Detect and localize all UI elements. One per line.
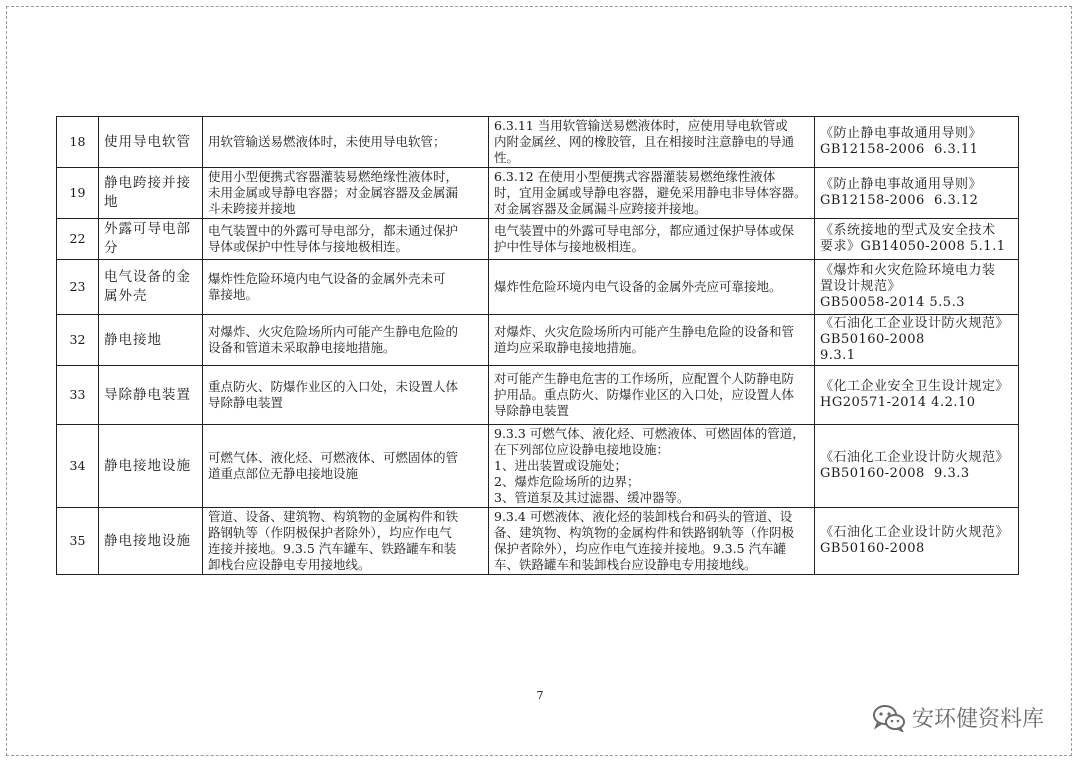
table-row [57,366,1019,425]
cell-number: 22 [57,219,99,260]
table-row [57,260,1019,315]
cell-requirement-line: 车、铁路罐车和装卸栈台应设静电专用接地线。 [494,557,757,572]
cell-requirement-line: 道均应采取静电接地措施。 [494,340,645,355]
cell-item-line: 分 [104,240,119,256]
cell-problem-line: 连接并接地。9.3.5 汽车罐车、铁路罐车和装 [208,541,457,556]
wechat-icon [872,704,906,732]
cell-item-line: 电气设备的金 [104,269,191,285]
table-row [57,425,1019,508]
cell-requirement [489,508,815,575]
cell-requirement-line: 性。 [494,150,520,165]
cell-requirement-line: 爆炸性危险环境内电气设备的金属外壳应可靠接地。 [494,279,782,294]
table-row [57,315,1019,366]
cell-problem-line: 可燃气体、液化烃、可燃液体、可燃固体的管 [208,450,459,465]
cell-item [99,219,203,260]
cell-requirement-line: 9.3.3 可燃气体、液化烃、可燃液体、可燃固体的管道， [494,426,805,441]
cell-problem-line: 导体或保护中性导体与接地极相连。 [208,239,409,254]
cell-basis-line: 要求》GB14050-2008 5.1.1 [820,239,1006,254]
cell-problem-line: 卸栈台应设静电专用接地线。 [208,557,371,572]
cell-basis-line: 《石油化工企业设计防火规范》 [820,316,1010,331]
cell-item [99,425,203,508]
cell-item-line: 静电接地设施 [104,457,191,474]
cell-item-line: 导除静电装置 [104,386,191,403]
cell-problem-line: 对爆炸、火灾危险场所内可能产生静电危险的 [208,324,459,339]
cell-requirement-line: 9.3.4 可燃液体、液化烃的装卸栈台和码头的管道、设 [494,509,793,524]
cell-problem [203,117,489,168]
cell-basis [815,168,1019,219]
cell-problem-line: 管道、设备、建筑物、构筑物的金属构件和铁 [208,509,459,524]
cell-basis [815,366,1019,425]
cell-requirement [489,219,815,260]
cell-item [99,315,203,366]
cell-item-line: 静电接地设施 [104,532,191,549]
cell-requirement-line: 备、建筑物、构筑物的金属构件和铁路钢轨等（作阴极 [494,525,795,540]
cell-problem-line: 爆炸性危险环境内电气设备的金属外壳未可 [208,271,446,286]
cell-number: 33 [57,366,99,425]
cell-problem-line: 用软管输送易燃液体时，未使用导电软管； [208,134,446,149]
cell-basis-line: GB50160-2008 [820,541,925,556]
cell-requirement-line: 对金属容器及金属漏斗应跨接并接地。 [494,201,707,216]
cell-requirement [489,366,815,425]
table-row [57,117,1019,168]
cell-requirement-line: 2、爆炸危险场所的边界； [494,474,640,489]
cell-number: 23 [57,260,99,315]
cell-basis [815,219,1019,260]
cell-requirement [489,168,815,219]
cell-problem-line: 路钢轨等（作阴极保护者除外），均应作电气 [208,525,452,540]
cell-requirement-line: 护中性导体与接地极相连。 [494,239,645,254]
cell-problem-line: 重点防火、防爆作业区的入口处，未设置人体 [208,379,459,394]
cell-requirement-line: 时，宜用金属或导静电容器，避免采用静电非导体容器。 [494,185,807,200]
cell-number: 18 [57,117,99,168]
cell-requirement [489,315,815,366]
cell-requirement [489,260,815,315]
cell-problem [203,366,489,425]
cell-item-line: 地 [104,194,119,210]
cell-item [99,117,203,168]
cell-problem-line: 未用金属或导静电容器；对金属容器及金属漏 [208,185,459,200]
cell-problem-line: 道重点部位无静电接地设施 [208,466,359,481]
cell-number: 35 [57,508,99,575]
cell-problem-line: 电气装置中的外露可导电部分，都未通过保护 [208,223,459,238]
cell-requirement-line: 6.3.11 当用软管输送易燃液体时，应使用导电软管或 [494,118,788,133]
cell-number: 34 [57,425,99,508]
cell-problem-line: 导除静电装置 [208,395,284,410]
cell-requirement-line: 对可能产生静电危害的工作场所，应配置个人防静电防 [494,371,795,386]
regulation-table [56,116,1019,575]
cell-problem [203,425,489,508]
cell-basis-line: GB50160-2008 [820,332,925,347]
cell-basis [815,315,1019,366]
cell-requirement-line: 护用品。重点防火、防爆作业区的入口处，应设置人体 [494,387,795,402]
watermark [872,702,1044,733]
cell-basis [815,425,1019,508]
cell-problem-line: 斗未跨接并接地 [208,201,296,216]
cell-basis-line: 《防止静电事故通用导则》 [820,177,983,192]
page-number: 7 [536,689,544,702]
table-row [57,168,1019,219]
cell-basis-line: 《化工企业安全卫生设计规定》 [820,379,1010,394]
cell-number: 19 [57,168,99,219]
cell-item-line: 静电跨接并接 [104,175,191,191]
cell-basis-line: 《石油化工企业设计防火规范》 [820,525,1010,540]
cell-item-line: 使用导电软管 [104,133,191,150]
cell-basis [815,260,1019,315]
cell-basis-line: 《防止静电事故通用导则》 [820,126,983,141]
cell-problem [203,219,489,260]
cell-problem-line: 使用小型便携式容器灌装易燃绝缘性液体时， [208,169,459,184]
cell-problem-line: 靠接地。 [208,287,259,302]
cell-item-line: 外露可导电部 [104,221,191,237]
cell-basis-line: HG20571-2014 4.2.10 [820,395,976,410]
cell-requirement [489,117,815,168]
cell-requirement-line: 6.3.12 在使用小型便携式容器灌装易燃绝缘性液体 [494,169,776,184]
cell-basis [815,508,1019,575]
cell-requirement-line: 保护者除外），均应作电气连接并接地。9.3.5 汽车罐 [494,541,787,556]
cell-item [99,260,203,315]
cell-basis-line: 《石油化工企业设计防火规范》 [820,450,1010,465]
cell-basis [815,117,1019,168]
cell-basis-line: 置设计规范》 [820,279,902,294]
cell-item-line: 静电接地 [104,331,162,348]
cell-problem [203,168,489,219]
cell-basis-line: GB12158-2006 6.3.11 [820,142,979,157]
cell-requirement-line: 在下列部位应设静电接地设施： [494,442,670,457]
cell-requirement-line: 内附金属丝、网的橡胶管，且在相接时注意静电的导通 [494,134,795,149]
cell-item [99,168,203,219]
cell-basis-line: 《系统接地的型式及安全技术 [820,223,996,238]
cell-requirement-line: 电气装置中的外露可导电部分，都应通过保护导体或保 [494,223,795,238]
table-row [57,508,1019,575]
cell-problem [203,260,489,315]
cell-requirement-line: 1、进出装置或设施处； [494,458,627,473]
cell-item-line: 属外壳 [104,288,148,304]
cell-requirement [489,425,815,508]
cell-problem [203,315,489,366]
cell-basis-line: 《爆炸和火灾危险环境电力装 [820,263,996,278]
cell-problem-line: 设备和管道未采取静电接地措施。 [208,340,396,355]
cell-basis-line: GB12158-2006 6.3.12 [820,193,979,208]
cell-basis-line: GB50058-2014 5.5.3 [820,295,965,310]
table-body [57,117,1019,575]
table-row [57,219,1019,260]
cell-requirement-line: 对爆炸、火灾危险场所内可能产生静电危险的设备和管 [494,324,795,339]
cell-problem [203,508,489,575]
watermark-text: 安环健资料库 [911,707,1044,732]
cell-basis-line: 9.3.1 [820,348,856,363]
cell-number: 32 [57,315,99,366]
cell-requirement-line: 导除静电装置 [494,403,570,418]
cell-requirement-line: 3、管道泵及其过滤器、缓冲器等。 [494,490,690,505]
cell-basis-line: GB50160-2008 9.3.3 [820,466,970,481]
cell-item [99,508,203,575]
cell-item [99,366,203,425]
